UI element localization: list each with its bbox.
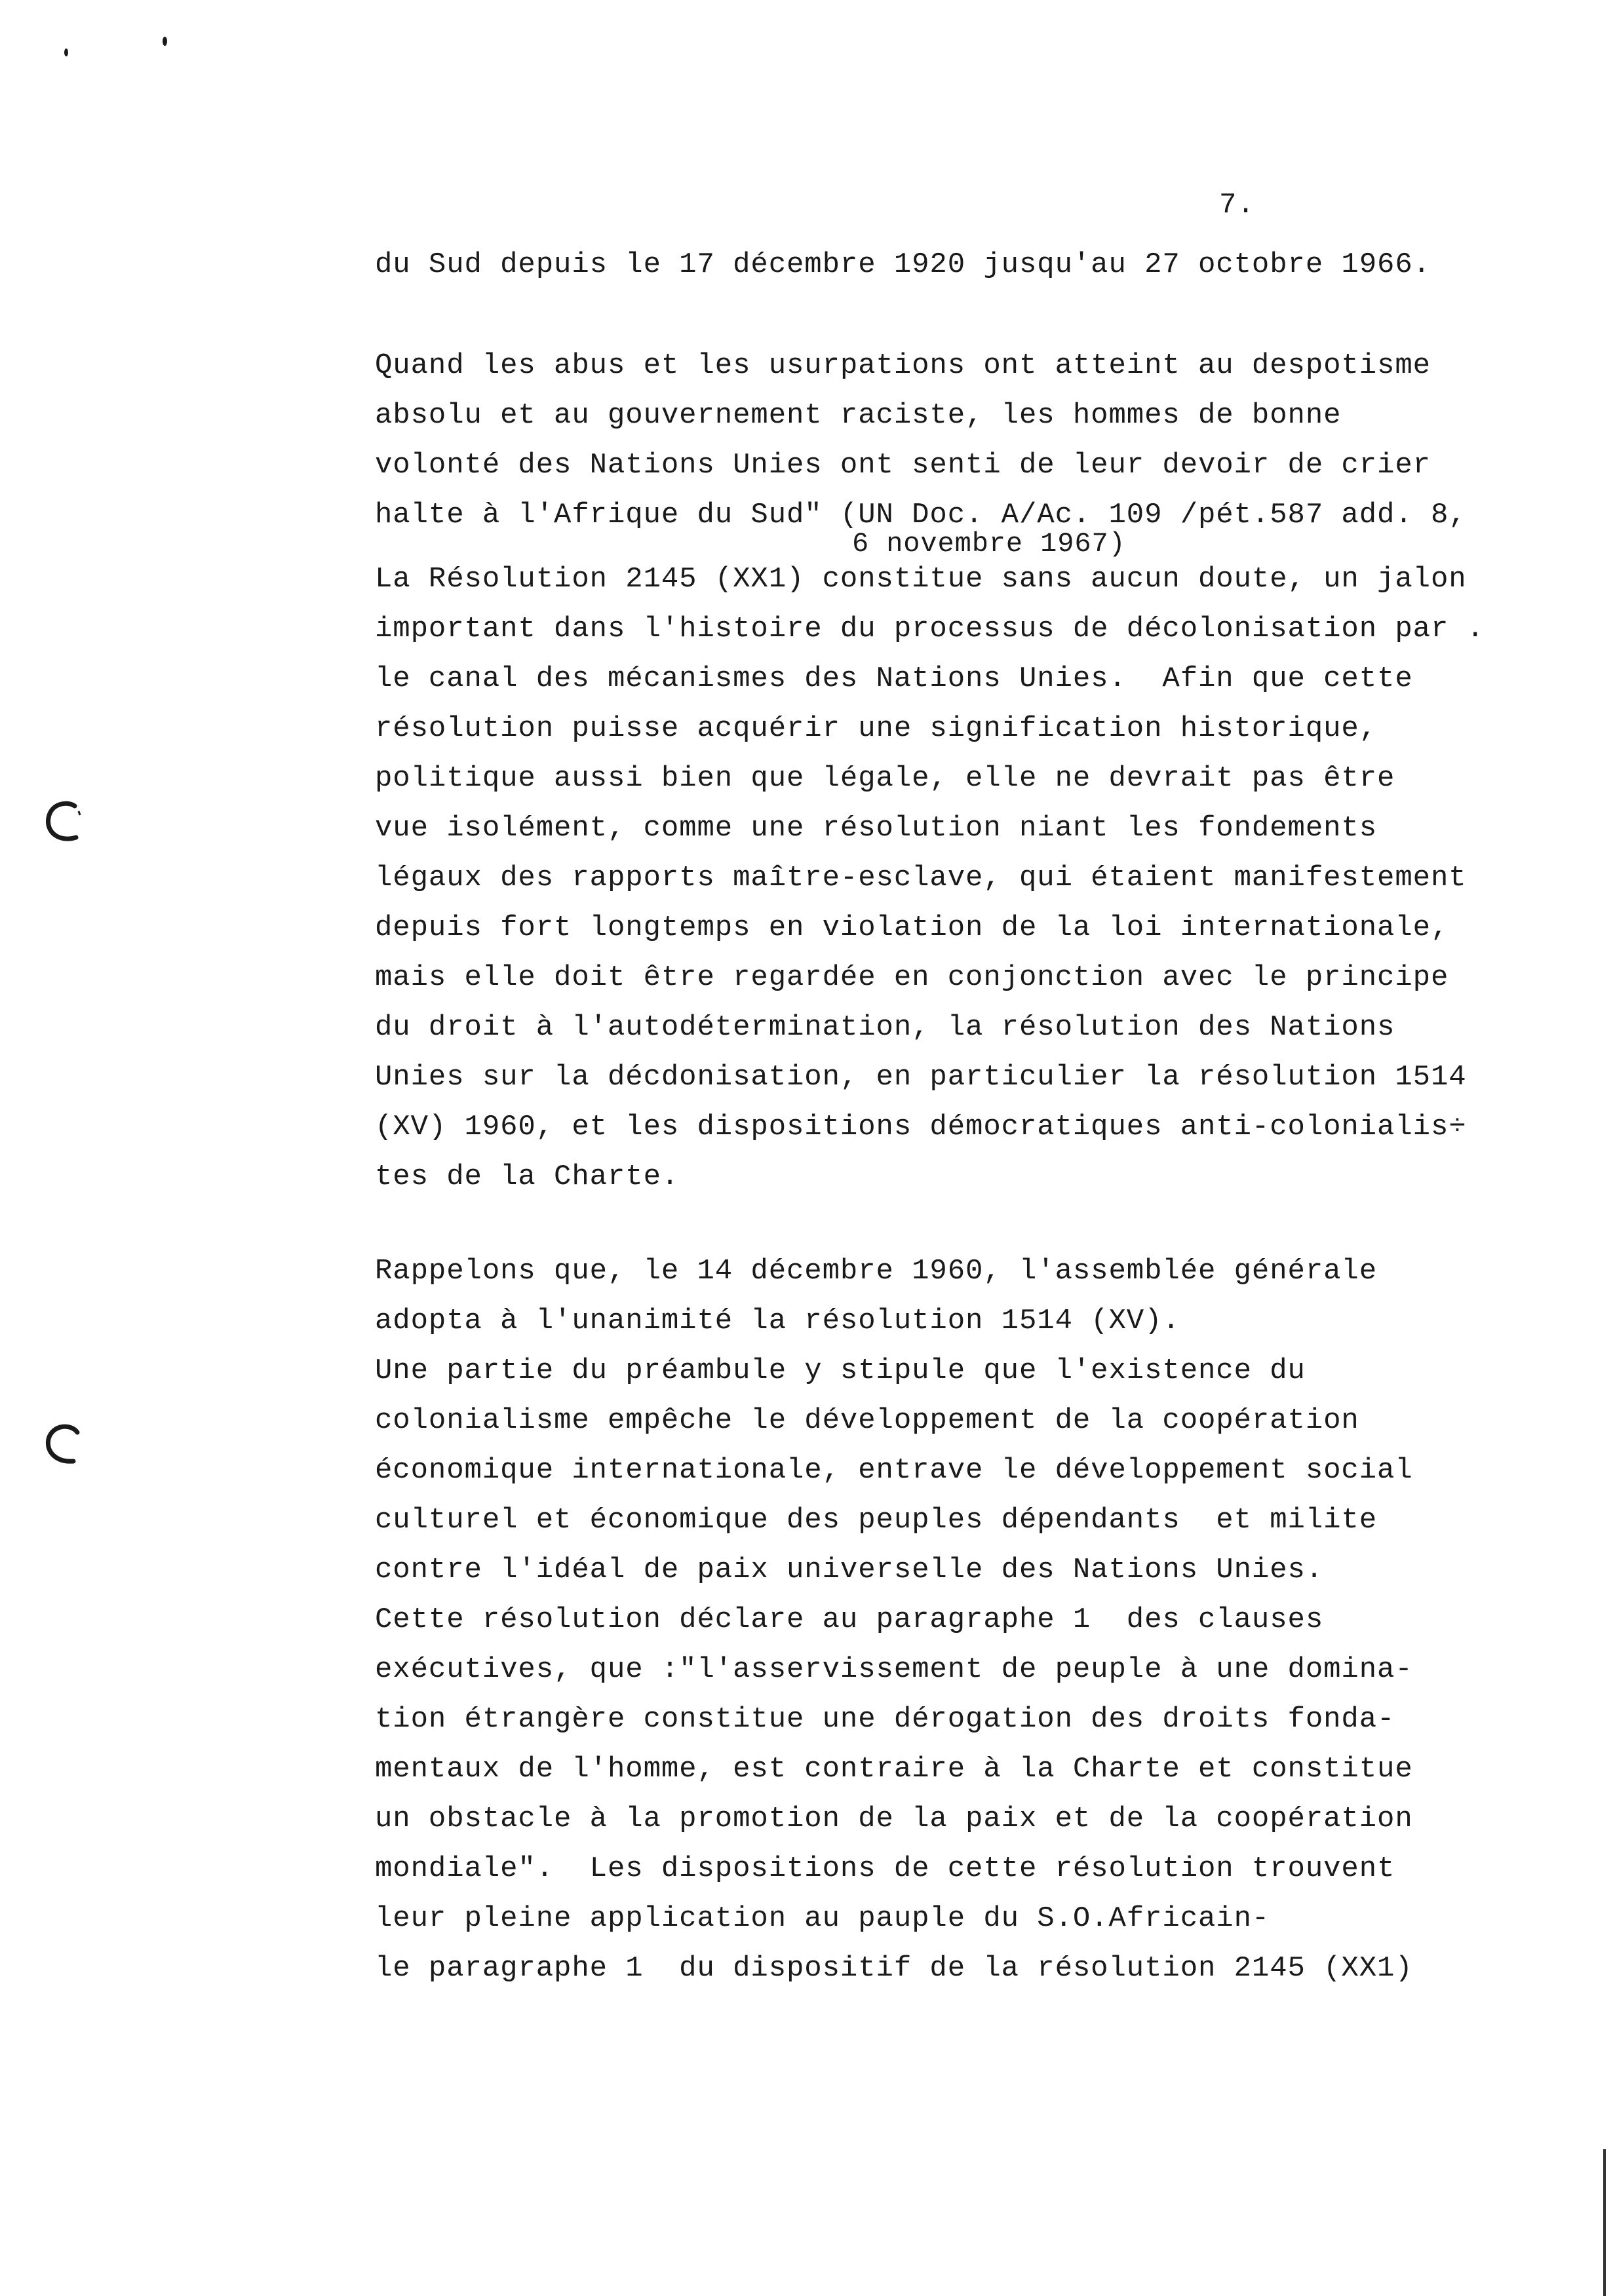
text-line: colonialisme empêche le développement de la coopération (375, 1404, 1359, 1437)
text-line: tion étrangère constitue une dérogation des droits fonda- (375, 1703, 1395, 1736)
text-line: mondiale". Les dispositions de cette résolution trouvent (375, 1852, 1395, 1885)
text-line: résolution puisse acquérir une signification historique, (375, 712, 1378, 745)
text-line: le paragraphe 1 du dispositif de la résolution 2145 (XX1) (375, 1952, 1413, 1985)
text-line: leur pleine application au pauple du S.O.Africain- (375, 1902, 1270, 1935)
text-line: Rappelons que, le 14 décembre 1960, l'assemblée générale (375, 1255, 1378, 1288)
text-line: du Sud depuis le 17 décembre 1920 jusqu'au 27 octobre 1966. (375, 248, 1431, 281)
punch-hole-icon (45, 799, 83, 843)
stray-ink-mark (64, 48, 68, 56)
text-line: exécutives, que :"l'asservissement de peuple à une domina- (375, 1653, 1413, 1686)
text-line: Unies sur la décdonisation, en particulier la résolution 1514 (375, 1061, 1467, 1094)
text-line: culturel et économique des peuples dépendants et milite (375, 1504, 1378, 1537)
text-line: important dans l'histoire du processus de décolonisation par . (375, 613, 1485, 645)
text-line: contre l'idéal de paix universelle des Nations Unies. (375, 1554, 1324, 1586)
text-line: Cette résolution déclare au paragraphe 1 des clauses (375, 1603, 1324, 1636)
text-line: du droit à l'autodétermination, la résolution des Nations (375, 1011, 1395, 1044)
text-line: économique internationale, entrave le développement social (375, 1454, 1413, 1487)
page-edge-line (1603, 2149, 1606, 2296)
text-line: Quand les abus et les usurpations ont atteint au despotisme (375, 349, 1431, 382)
punch-hole-icon (45, 1422, 83, 1465)
text-line: (XV) 1960, et les dispositions démocratiques anti-colonialis÷ (375, 1111, 1467, 1143)
text-line: halte à l'Afrique du Sud" (UN Doc. A/Ac. 109 /pét.587 add. 8, (375, 499, 1467, 531)
text-line: le canal des mécanismes des Nations Unies. Afin que cette (375, 662, 1413, 695)
text-line: absolu et au gouvernement raciste, les hommes de bonne (375, 399, 1342, 432)
text-line: mentaux de l'homme, est contraire à la Charte et constitue (375, 1753, 1413, 1786)
text-line: tes de la Charte. (375, 1160, 680, 1193)
text-line: adopta à l'unanimité la résolution 1514 (XV). (375, 1305, 1180, 1337)
stray-ink-mark (163, 37, 167, 46)
text-line: volonté des Nations Unies ont senti de leur devoir de crier (375, 449, 1431, 482)
text-line: mais elle doit être regardée en conjonction avec le principe (375, 961, 1449, 994)
text-line: depuis fort longtemps en violation de la loi internationale, (375, 911, 1449, 944)
text-line: un obstacle à la promotion de la paix et de la coopération (375, 1803, 1413, 1835)
page-number: 7. (1219, 189, 1255, 221)
text-line: politique aussi bien que légale, elle ne devrait pas être (375, 762, 1395, 795)
text-line: 6 novembre 1967) (852, 528, 1126, 560)
text-line: légaux des rapports maître-esclave, qui étaient manifestement (375, 862, 1467, 894)
text-line: Une partie du préambule y stipule que l'existence du (375, 1354, 1306, 1387)
text-line: La Résolution 2145 (XX1) constitue sans aucun doute, un jalon (375, 563, 1467, 596)
text-line: vue isolément, comme une résolution niant les fondements (375, 812, 1378, 845)
